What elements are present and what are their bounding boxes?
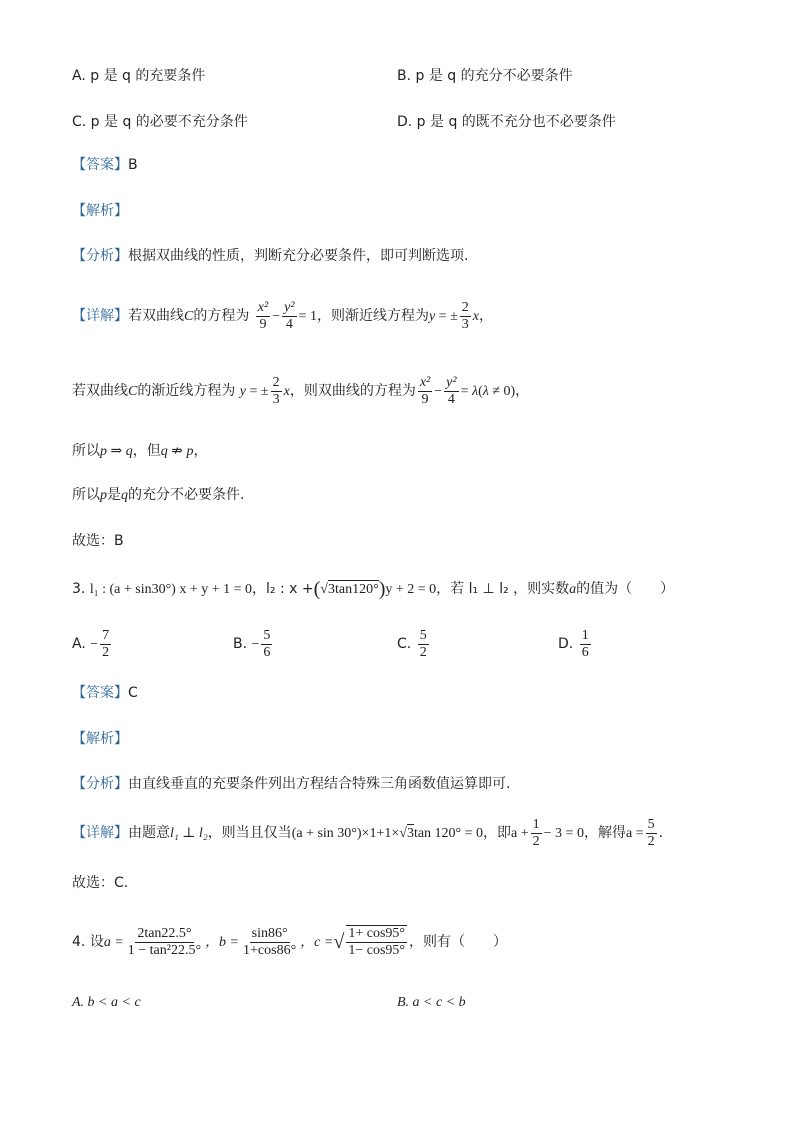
q2-detail-line3 [72,441,207,462]
answer-tag: 【答案】 [72,157,128,173]
question-number: 3. [72,581,86,597]
q2-detail-line2: 若双曲线C的渐近线方程为 y = ± $\frac{2}{3}$ x，则双曲线的方程为 $\frac{\text{x²}}{9}$ − $\frac{\text{y²}}{4}$ = λ(λ ≠ 0)， [72,374,530,407]
q3-choice: 故选：C. [72,875,129,891]
q3-detail-line: 【详解】由题意l₁ ⊥ l₂，则当且仅当(a + sin 30°)×1+1×√3tan 120° = 0，即a + $\frac{1}{2}$ − 3 = 0，解得a = $\frac{5}{2}$ . [72,816,664,849]
text: 的渐近线方程为 [137,383,236,399]
fraction [261,628,272,661]
fraction: $\frac{\text{y²}}{4}$ [284,299,295,332]
fraction [580,628,591,661]
fenxi-tag: 【分析】 [72,776,128,792]
text: 若双曲线 [128,308,184,324]
sign: − [251,637,260,652]
math-expr: 3tan120° [327,582,379,597]
math-var: C [128,384,138,399]
math-expr: 3 [406,826,414,841]
xiangjie-tag: 【详解】 [72,825,128,841]
text: 所以 [72,443,100,459]
q3-analysis-tag [72,729,128,749]
text: ，但 [132,443,161,459]
option-label: A. [72,636,86,652]
fraction: $\frac{\text{x²}}{9}$ [257,299,269,332]
fraction: $\frac{1}{2}$ [532,816,540,849]
q3-option-b [233,625,274,664]
q2-detail-line1: 【详解】若双曲线C的方程为 $\frac{\text{x²}}{9}$ − $\frac{\text{y²}}{4}$ = 1，则渐近线方程为y = ± $\frac{2}{3}$ x， [72,299,493,332]
denominator: 1 − tan²22.5° [127,942,202,958]
text: 的值为（ ） [576,581,675,597]
q3-option-c [397,625,431,663]
text: ， [193,443,208,459]
math-expr: a = [103,935,124,950]
text: ，则有（ ） [408,934,507,950]
option-d: D. p 是 q 的既不充分也不必要条件 [397,114,616,130]
option-label: D. [558,636,574,652]
math-var: a [569,582,577,597]
q3-option-d [558,625,593,663]
fraction [100,628,111,661]
math-expr: q ⇏ p [160,444,194,459]
sign: − [90,637,99,652]
math-expr: y + 2 = 0 [385,582,437,597]
math-expr: tan 120° = 0 [413,826,484,841]
numerator: sin86° [251,925,288,941]
denominator: 1− cos95° [348,943,405,958]
text: ，则渐近线方程为 [316,308,429,324]
q4-option-b: B. a < c < b [397,995,466,1010]
fenxi-text: 根据双曲线的性质，判断充分必要条件，即可判断选项. [128,248,469,264]
text: ，则双曲线的方程为 [289,383,416,399]
analysis-tag: 【解析】 [72,731,128,747]
text: 所以 [72,487,100,503]
text: ，则当且仅当 [207,825,292,841]
q2-detail-line4 [72,485,244,506]
fraction [418,628,429,661]
math-expr: − 3 = 0 [543,826,584,841]
xiangjie-tag: 【详解】 [72,308,128,324]
math-var: p [100,488,107,503]
math-expr: ，c = [300,935,334,950]
text: . [658,825,664,841]
text: 设 [89,934,104,950]
fraction: $\frac{2}{3}$ [461,299,469,332]
q2-fenxi-line [72,246,468,266]
text: 的方程为 [193,308,250,324]
answer-value: B [128,157,138,173]
text: ，即 [483,825,512,841]
analysis-tag: 【解析】 [72,203,128,219]
math-expr: l₁ ⊥ l₂ [170,826,208,841]
option-b: B. p 是 q 的充分不必要条件 [397,68,573,84]
q3-option-a [72,625,113,664]
fraction [346,925,407,959]
fenxi-text: 由直线垂直的充要条件列出方程结合特殊三角函数值运算即可. [128,776,511,792]
numerator: 7 [102,627,110,643]
q3-stem: 3. l₁ : (a + sin30°) x + y + 1 = 0，l₂ : x +(√3tan120°)y + 2 = 0，若 l₁ ⊥ l₂ ，则实数a的值为（ ） [72,578,675,600]
q2-choice: 故选：B [72,533,124,549]
option-label: C. [397,636,412,652]
numerator: 1 [581,627,589,643]
math-var: C [184,309,194,324]
fraction [126,926,203,959]
q4-stem: 4. 设a = $\frac{2\tan 22.5^\circ}{\text{1 − tan²22.5°}}$ ，b = $\frac{\sin 86^\circ}{1+\cos 86^\circ}$ ，c =√ $\frac{1+ \cos 95^\circ}{1- \cos 95^\circ}$ ，则有（ ） [72,925,507,958]
math-expr: ，b = [205,935,240,950]
text: ，若 l₁ ⊥ l₂ ，则实数 [436,581,570,597]
fraction: $\frac{2}{3}$ [272,374,280,407]
option-a: A. p 是 q 的充要条件 [72,68,206,84]
q3-answer-line [72,683,138,703]
numerator: 5 [263,627,271,643]
option-label: B. [233,636,248,652]
fraction [241,926,298,959]
denominator: 2 [419,644,427,660]
numerator: 2tan22.5° [137,925,192,941]
text: 是 [107,487,121,503]
fraction: $\frac{5}{2}$ [647,816,655,849]
math-expr: ，l₂ : x + [252,581,314,597]
option-c: C. p 是 q 的必要不充分条件 [72,114,248,130]
fraction: $\frac{\text{x²}}{9}$ [419,374,431,407]
text: 若双曲线 [72,383,128,399]
math-var: q [121,488,128,503]
numerator: 5 [419,627,427,643]
answer-tag: 【答案】 [72,685,128,701]
denominator: 6 [581,644,589,660]
text: 的充分不必要条件. [128,487,245,503]
math-expr: a + [511,826,529,841]
question-number: 4. [72,934,86,950]
denominator: 1+cos86° [243,942,297,958]
numerator: 1+ cos95° [348,926,405,941]
math-expr: a = [625,826,644,841]
answer-value: C [128,685,138,701]
q2-answer-line [72,155,138,175]
text: 由题意 [128,825,170,841]
text: ，解得 [583,825,626,841]
fraction: $\frac{\text{y²}}{4}$ [446,374,457,407]
math-expr: l₁ : (a + sin30°) x + y + 1 = 0 [89,582,253,597]
math-expr: p ⇒ q [100,444,133,459]
q3-fenxi-line [72,774,510,794]
q2-analysis-tag [72,201,128,221]
fenxi-tag: 【分析】 [72,248,128,264]
q4-option-a: A. b < a < c [72,995,141,1010]
math-expr: (a + sin 30°)×1+1× [291,826,400,841]
denominator: 2 [102,644,110,660]
denominator: 6 [263,644,271,660]
